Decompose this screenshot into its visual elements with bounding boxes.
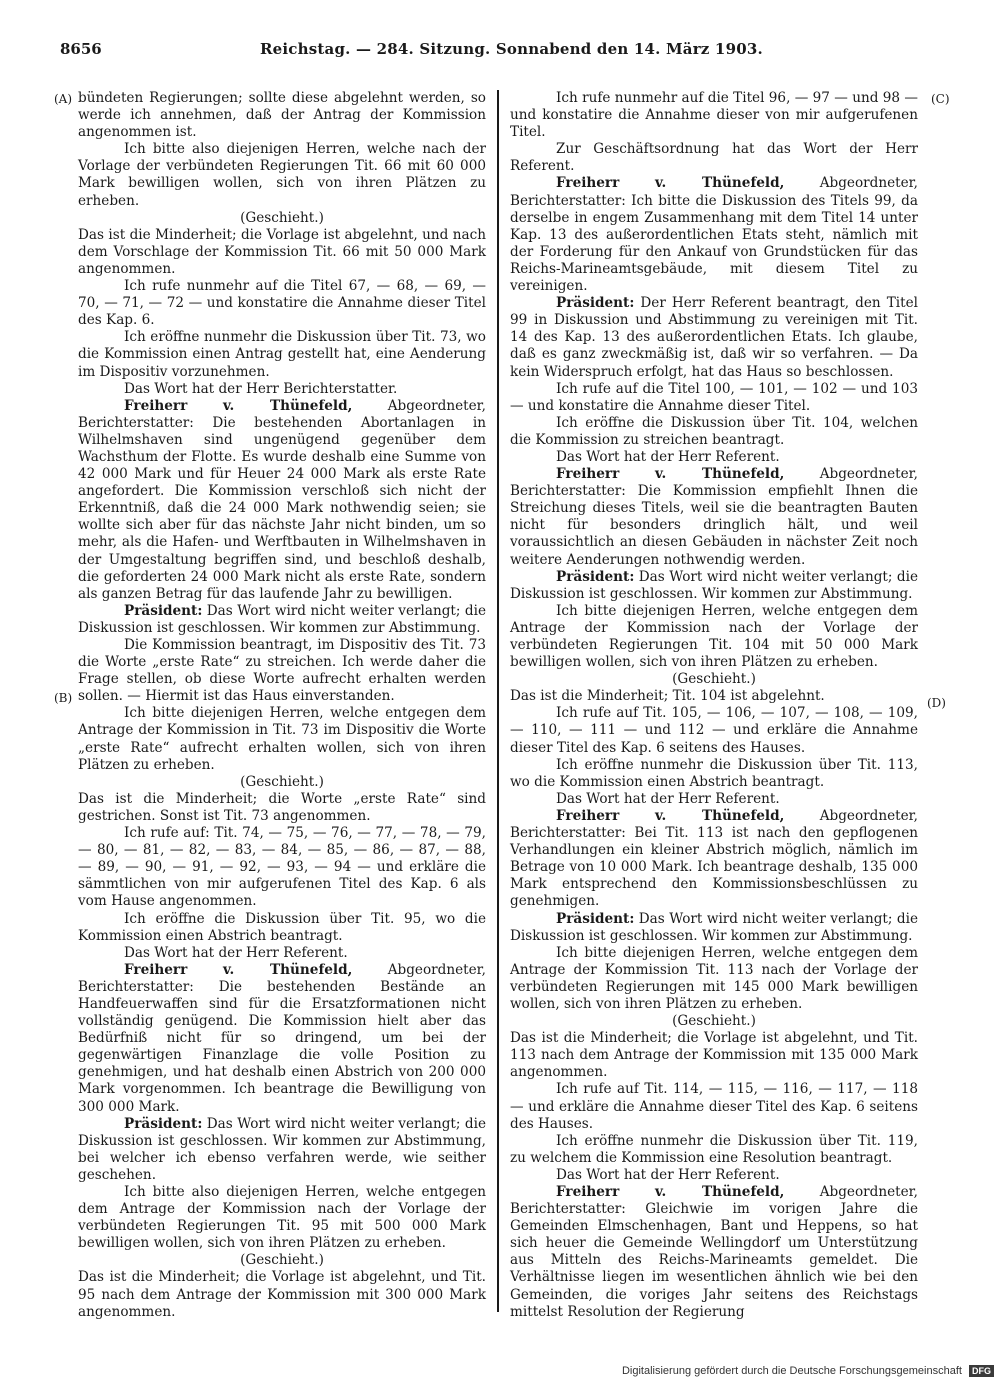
paragraph: Ich eröffne nunmehr die Diskussion über Tit. 73, wo die Kommission einen Antrag gestellt hat, eine Aenderung im Dispositiv vorzunehmen. bbox=[78, 329, 486, 380]
paragraph: Das Wort hat der Herr Referent. bbox=[124, 944, 348, 961]
paragraph: Ich rufe auf die Titel 100, — 101, — 102 — und 103 — und konstatire die Annahme dieser Titel. bbox=[510, 380, 918, 414]
margin-marker-a: (A) bbox=[54, 92, 73, 106]
paragraph: Ich eröffne nunmehr die Diskussion über Tit. 119, zu welchem die Kommission eine Resolution beantragt. bbox=[510, 1132, 918, 1166]
paragraph: Ich rufe auf Tit. 114, — 115, — 116, — 117, — 118 — und erkläre die Annahme dieser Titel des Kap. 6 seitens des Hauses. bbox=[510, 1081, 918, 1132]
stage-direction: (Geschieht.) bbox=[672, 1013, 756, 1030]
digitization-footer bbox=[600, 1365, 994, 1381]
speech-text: Der Herr Referent beantragt, den Titel 99 in Diskussion und Abstimmung zu vereinigen mit Tit. 14 des Kap. 13 des außerordentlichen Etats. Ich glaube, daß es ganz zweckmäßig ist, daß wir so verfahren. — Da kein Widerspruch erfolgt, hat das Haus so beschlossen. bbox=[510, 295, 918, 380]
speech-text: Abgeordneter, Berichterstatter: Gleichwie im vorigen Jahre die Gemeinden Elmschenhagen, Bant und Heppens, so hat sich heuer die Gemeinde Wellingdorf um Unterstützung aus Mitteln des Reichs-Marineamts gemeldet. Die Verhältnisse liegen im wesentlichen ähnlich wie bei den Gemeinden, die voriges Jahr seitens des Reichstags mittelst Resolution der Regierung bbox=[510, 1184, 918, 1320]
speech-paragraph bbox=[78, 1116, 486, 1184]
speaker-name: Präsident: bbox=[556, 568, 635, 585]
stage-direction: (Geschieht.) bbox=[240, 1252, 324, 1269]
paragraph: bündeten Regierungen; sollte diese abgelehnt werden, so werde ich annehmen, daß der Antrag der Kommission angenommen ist. bbox=[78, 90, 486, 141]
column-divider bbox=[497, 90, 499, 1312]
paragraph: Ich bitte diejenigen Herren, welche entgegen dem Antrage der Kommission in Tit. 73 im Dispositiv die Worte „erste Rate“ aufrecht erhalten wollen, sich von ihren Plätzen zu erheben. bbox=[78, 705, 486, 773]
paragraph: Ich rufe auf Tit. 105, — 106, — 107, — 108, — 109, — 110, — 111 — und 112 — und erkläre die Annahme dieser Titel des Kap. 6 seitens des Hauses. bbox=[510, 705, 918, 756]
speech-text: Abgeordneter, Berichterstatter: Ich bitte die Diskussion des Titels 99, da derselbe in engem Zusammenhang mit dem Titel 14 unter Kap. 13 des außerordentlichen Etats steht, nämlich mit der Forderung für den Ankauf von Grundstücken für das Reichs-Marineamtsgebäude, mit diesem Titel zu vereinigen. bbox=[510, 175, 918, 295]
paragraph: Ich eröffne die Diskussion über Tit. 104, welchen die Kommission zu streichen beantragt. bbox=[510, 414, 918, 448]
funding-note: Digitalisierung gefördert durch die Deutsche Forschungsgemeinschaft bbox=[621, 1365, 962, 1377]
paragraph: Das ist die Minderheit; Tit. 104 ist abgelehnt. bbox=[510, 688, 825, 705]
paragraph: Ich bitte also diejenigen Herren, welche entgegen dem Antrage der Kommission nach der Vorlage der verbündeten Regierungen Tit. 95 mit 500 000 Mark bewilligen wollen, sich von ihren Plätzen zu erheben. bbox=[78, 1184, 486, 1252]
paragraph: Das Wort hat der Herr Referent. bbox=[556, 448, 780, 465]
speech-paragraph bbox=[510, 295, 918, 380]
paragraph: Die Kommission beantragt, im Dispositiv des Tit. 73 die Worte „erste Rate“ zu streichen. Ich werde daher die Frage stellen, ob diese Worte aufrecht erhalten werden sollen. — Hiermit ist das Haus einverstanden. bbox=[78, 637, 486, 705]
left-column bbox=[78, 90, 486, 1320]
stage-direction: (Geschieht.) bbox=[672, 671, 756, 688]
speech-paragraph bbox=[510, 466, 918, 569]
stage-direction: (Geschieht.) bbox=[240, 209, 324, 226]
speaker-name: Präsident: bbox=[124, 602, 203, 619]
paragraph: Ich bitte diejenigen Herren, welche entgegen dem Antrage der Kommission nach der Vorlage der verbündeten Regierungen Tit. 104 mit 50 000 Mark bewilligen wollen, sich von ihren Plätzen zu erheben. bbox=[510, 602, 918, 671]
paragraph: Das ist die Minderheit; die Worte „erste Rate“ sind gestrichen. Sonst ist Tit. 73 angenommen. bbox=[78, 790, 486, 824]
paragraph: Zur Geschäftsordnung hat das Wort der Herr Referent. bbox=[510, 141, 918, 175]
speech-paragraph bbox=[510, 1184, 918, 1321]
speech-paragraph bbox=[510, 175, 918, 295]
paragraph: Das ist die Minderheit; die Vorlage ist abgelehnt, und Tit. 95 nach dem Antrage der Kommission mit 300 000 Mark angenommen. bbox=[78, 1269, 486, 1320]
margin-marker-d: (D) bbox=[927, 696, 946, 710]
speaker-name: Präsident: bbox=[556, 295, 635, 312]
speech-paragraph bbox=[510, 911, 918, 945]
paragraph: Ich rufe auf: Tit. 74, — 75, — 76, — 77, — 78, — 79, — 80, — 81, — 82, — 83, — 84, — 85, — 86, — 87, — 88, — 89, — 90, — 91, — 92, — 93, — 94 — und erkläre die sämmtlichen von mir aufgerufenen Titel des Kap. 6 als vom Hause angenommen. bbox=[78, 825, 486, 910]
stage-direction: (Geschieht.) bbox=[240, 773, 324, 790]
dfg-logo: DFG bbox=[969, 1365, 994, 1377]
margin-marker-c: (C) bbox=[931, 92, 950, 106]
paragraph: Ich bitte diejenigen Herren, welche entgegen dem Antrage der Kommission Tit. 113 nach der Vorlage der verbündeten Regierungen mit 145 000 Mark bewilligen wollen, sich von ihren Plätzen zu erheben. bbox=[510, 944, 918, 1012]
paragraph: Das ist die Minderheit; die Vorlage ist abgelehnt, und Tit. 113 nach dem Antrage der Kommission mit 135 000 Mark angenommen. bbox=[510, 1030, 918, 1081]
speech-text: Abgeordneter, Berichterstatter: Die bestehenden Bestände an Handfeuerwaffen sind für die Ersatzformationen nicht vollständig genügend. Die Kommission hielt aber das Bedürfniß nicht für so dringend, um bei der gegenwärtigen Finanzlage die volle Position zu genehmigen, und hat deshalb einen Abstrich von 200 000 Mark vorgenommen. Ich beantrage die Bewilligung von 300 000 Mark. bbox=[78, 961, 486, 1115]
speech-paragraph bbox=[78, 603, 486, 637]
speaker-name: Freiherr v. Thünefeld, bbox=[556, 175, 785, 192]
speech-text: Abgeordneter, Berichterstatter: Die Kommission empfiehlt Ihnen die Streichung dieses Titels, weil sie die beantragten Bauten nicht für besonders dringlich hält, und weil voraussichtlich an diesen Gebäuden in nächster Zeit noch weitere Aenderungen nothwendig werden. bbox=[510, 466, 918, 568]
paragraph: Ich rufe nunmehr auf die Titel 96, — 97 — und 98 — und konstatire die Annahme dieser von mir aufgerufenen Titel. bbox=[510, 90, 918, 141]
speech-paragraph bbox=[510, 569, 918, 603]
paragraph: Ich bitte also diejenigen Herren, welche nach der Vorlage der verbündeten Regierungen Tit. 66 mit 60 000 Mark bewilligen wollen, sich von ihren Plätzen zu erheben. bbox=[78, 141, 486, 209]
speech-text: Das Wort wird nicht weiter verlangt; die Diskussion ist geschlossen. Wir kommen zur Abstimmung, bei welcher ich ebenso verfahren werde, wie seither geschehen. bbox=[78, 1115, 486, 1183]
speaker-name: Freiherr v. Thünefeld, bbox=[124, 397, 353, 414]
speaker-name: Präsident: bbox=[556, 910, 635, 927]
paragraph: Das Wort hat der Herr Berichterstatter. bbox=[124, 380, 398, 397]
speaker-name: Freiherr v. Thünefeld, bbox=[556, 1184, 785, 1200]
speaker-name: Präsident: bbox=[124, 1115, 203, 1132]
right-column bbox=[510, 90, 918, 1320]
speech-text: Das Wort wird nicht weiter verlangt; die Diskussion ist geschlossen. Wir kommen zur Abstimmung. bbox=[78, 602, 486, 636]
margin-marker-b: (B) bbox=[54, 691, 73, 705]
speech-paragraph bbox=[78, 398, 486, 603]
paragraph: Das Wort hat der Herr Referent. bbox=[556, 790, 780, 807]
paragraph: Ich eröffne die Diskussion über Tit. 95, wo die Kommission einen Abstrich beantragt. bbox=[78, 910, 486, 944]
speech-text: Abgeordneter, Berichterstatter: Die bestehenden Abortanlagen in Wilhelmshaven sind ungenügend gegenüber dem Wachsthum der Flotte. Es wurde deshalb eine Summe von 42 000 Mark und für Heuer 24 000 Mark als erste Rate angefordert. Die Kommission verschloß sich nicht der Erkenntniß, daß die 24 000 Mark nothwendig seien; sie wollte sich aber für das nächste Jahr nicht binden, um so mehr, als die Hafen- und Werftbauten in Wilhelmshaven in der Umgestaltung begriffen sind, und beschloß deshalb, die geforderten 24 000 Mark nicht als erste Rate, sondern als ganzen Betrag für das laufende Jahr zu bewilligen. bbox=[78, 397, 486, 602]
running-title: Reichstag. — 284. Sitzung. Sonnabend den 14. März 1903. bbox=[260, 40, 763, 58]
page-header bbox=[60, 40, 930, 64]
paragraph: Das ist die Minderheit; die Vorlage ist abgelehnt, und nach dem Vorschlage der Kommission Tit. 66 mit 50 000 Mark angenommen. bbox=[78, 226, 486, 277]
page-number: 8656 bbox=[60, 40, 102, 58]
speaker-name: Freiherr v. Thünefeld, bbox=[556, 466, 785, 483]
speech-text: Abgeordneter, Berichterstatter: Bei Tit. 113 ist nach den gepflogenen Verhandlungen ein kleiner Abstrich möglich, nämlich im Betrage von 10 000 Mark. Ich beantrage deshalb, 135 000 Mark entsprechend den Kommissionsbeschlüssen zu genehmigen. bbox=[510, 807, 918, 910]
speaker-name: Freiherr v. Thünefeld, bbox=[556, 807, 785, 824]
paragraph: Ich rufe nunmehr auf die Titel 67, — 68, — 69, — 70, — 71, — 72 — und konstatire die Annahme dieser Titel des Kap. 6. bbox=[78, 278, 486, 329]
speaker-name: Freiherr v. Thünefeld, bbox=[124, 961, 353, 978]
speech-text: Das Wort wird nicht weiter verlangt; die Diskussion ist geschlossen. Wir kommen zur Abstimmung. bbox=[510, 910, 918, 944]
speech-text: Das Wort wird nicht weiter verlangt; die Diskussion ist geschlossen. Wir kommen zur Abstimmung. bbox=[510, 568, 918, 602]
paragraph: Ich eröffne nunmehr die Diskussion über Tit. 113, wo die Kommission einen Abstrich beantragt. bbox=[510, 756, 918, 790]
speech-paragraph bbox=[78, 962, 486, 1116]
speech-paragraph bbox=[510, 808, 918, 911]
paragraph: Das Wort hat der Herr Referent. bbox=[556, 1166, 780, 1183]
